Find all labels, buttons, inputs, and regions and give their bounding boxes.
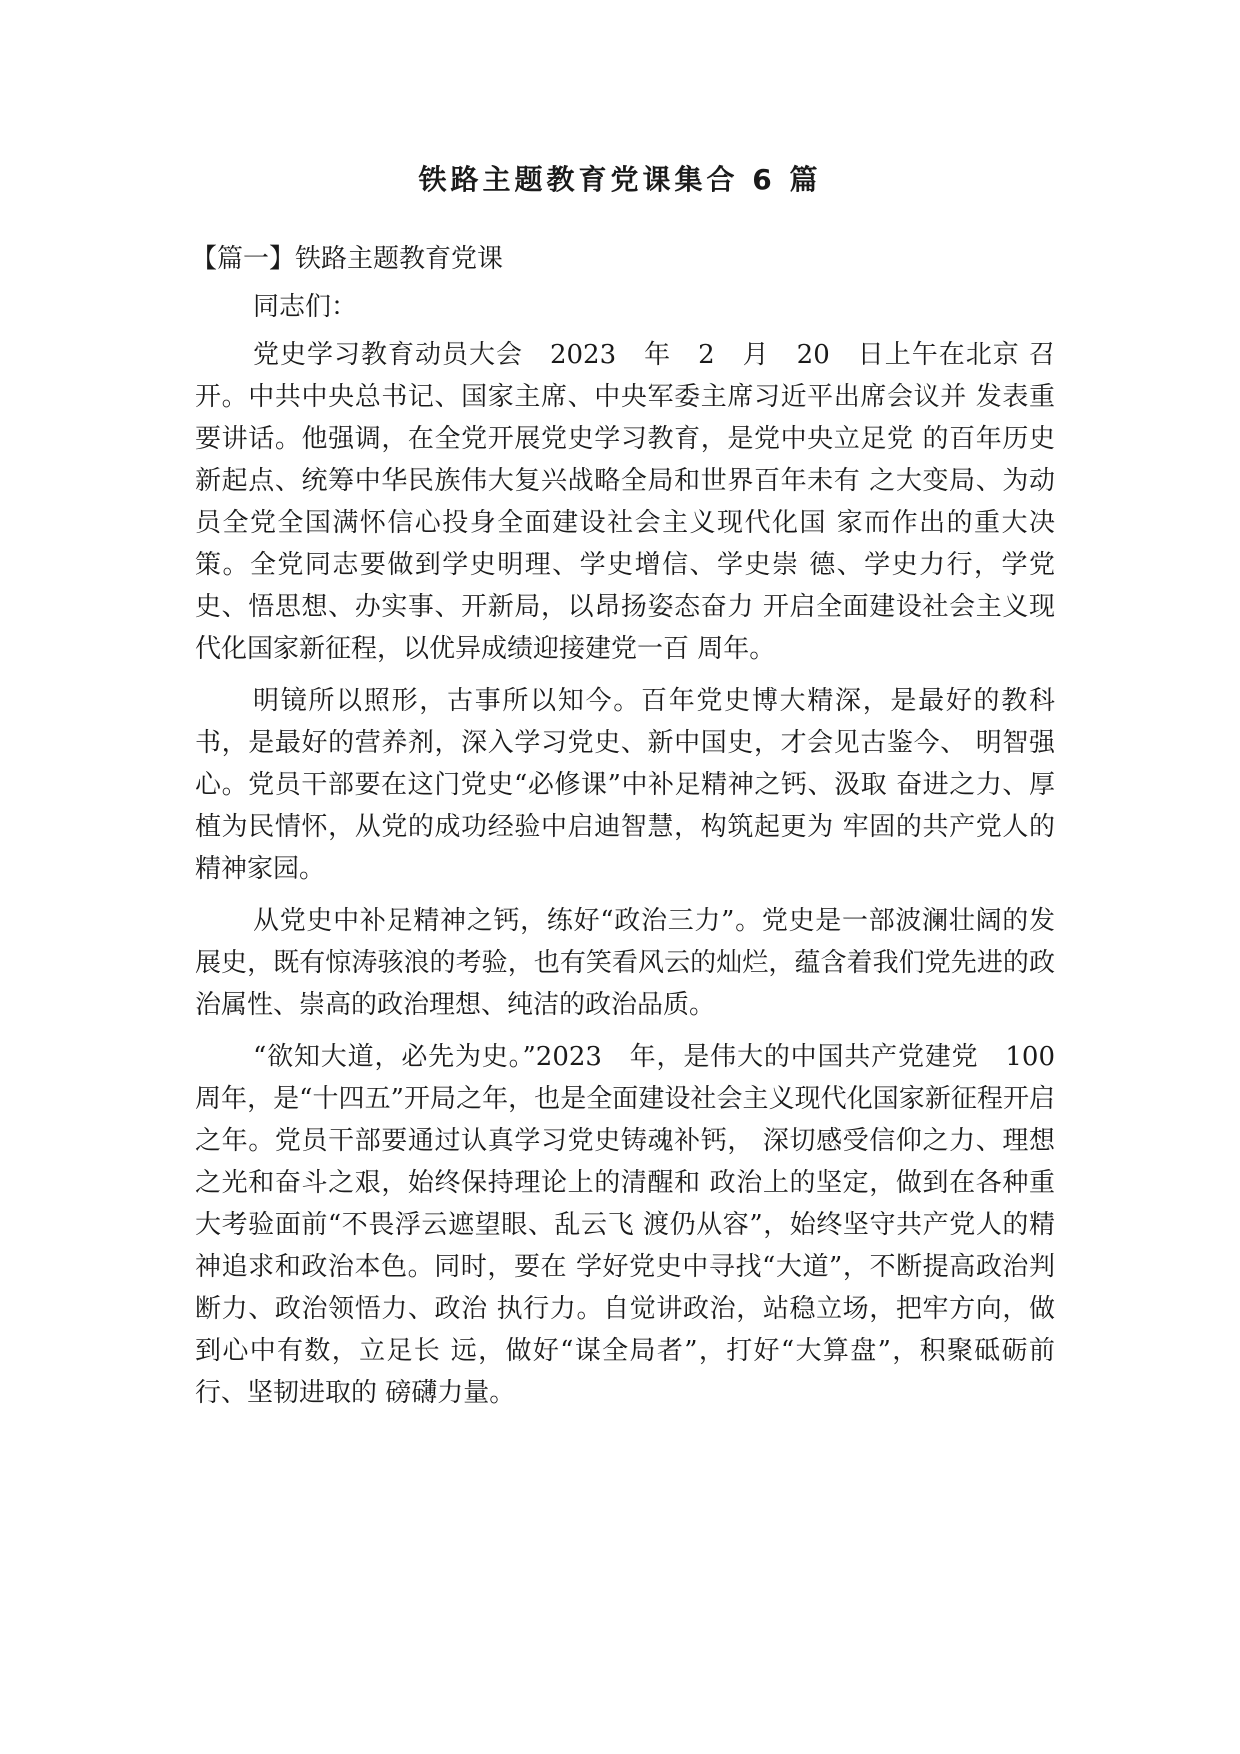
document-title: 铁路主题教育党课集合 6 篇: [418, 163, 822, 196]
document-body: [191, 238, 1082, 1424]
salutation: 同志们：: [253, 292, 358, 322]
paragraph-1: 党史学习教育动员大会 2023 年 2 月 20 日上午在北京 召开。中共中央总书记、国家主席、中央军委主席习近平出席会议并 发表重要讲话。他强调，在全党开展党史学习教育，是党中央立足党 的百年历史新起点、统筹中华民族伟大复兴战略全局和世界百年未有 之大变局、为动员全党全国满怀信心投身全面建设社会主义现代化国 家而作出的重大决策。全党同志要做到学史明理、学史增信、学史崇 德、学史力行，学党史、悟思想、办实事、开新局，以昂扬姿态奋力 开启全面建设社会主义现代化国家新征程，以优异成绩迎接建党一百 周年。: [195, 340, 1055, 664]
paragraph-4: “欲知大道，必先为史。”2023 年，是伟大的中国共产党建党 100 周年，是“十四五”开局之年，也是全面建设社会主义现代化国家新征程开启之年。党员干部要通过认真学习党史铸魂补钙， 深切感受信仰之力、理想之光和奋斗之艰，始终保持理论上的清醒和 政治上的坚定，做到在各种重大考验面前“不畏浮云遮望眼、乱云飞 渡仍从容”，始终坚守共产党人的精神追求和政治本色。同时，要在 学好党史中寻找“大道”，不断提高政治判断力、政治领悟力、政治 执行力。自觉讲政治，站稳立场，把牢方向，做到心中有数，立足长 远，做好“谋全局者”，打好“大算盘”，积聚砥砺前行、坚韧进取的 磅礴力量。: [195, 1042, 1082, 1408]
paragraph-3: 从党史中补足精神之钙，练好“政治三力”。党史是一部波澜壮阔的发展史，既有惊涛骇浪的考验，也有笑看风云的灿烂，蕴含着我们党先进的政治属性、崇高的政治理想、纯洁的政治品质。: [195, 906, 1055, 1020]
section-heading: 【篇一】铁路主题教育党课: [191, 244, 504, 274]
paragraph-2: 明镜所以照形，古事所以知今。百年党史博大精深，是最好的教科书，是最好的营养剂，深入学习党史、新中国史，才会见古鉴今、 明智强心。党员干部要在这门党史“必修课”中补足精神之钙、汲取 奋进之力、厚植为民情怀，从党的成功经验中启迪智慧，构筑起更为 牢固的共产党人的精神家园。: [195, 686, 1055, 884]
